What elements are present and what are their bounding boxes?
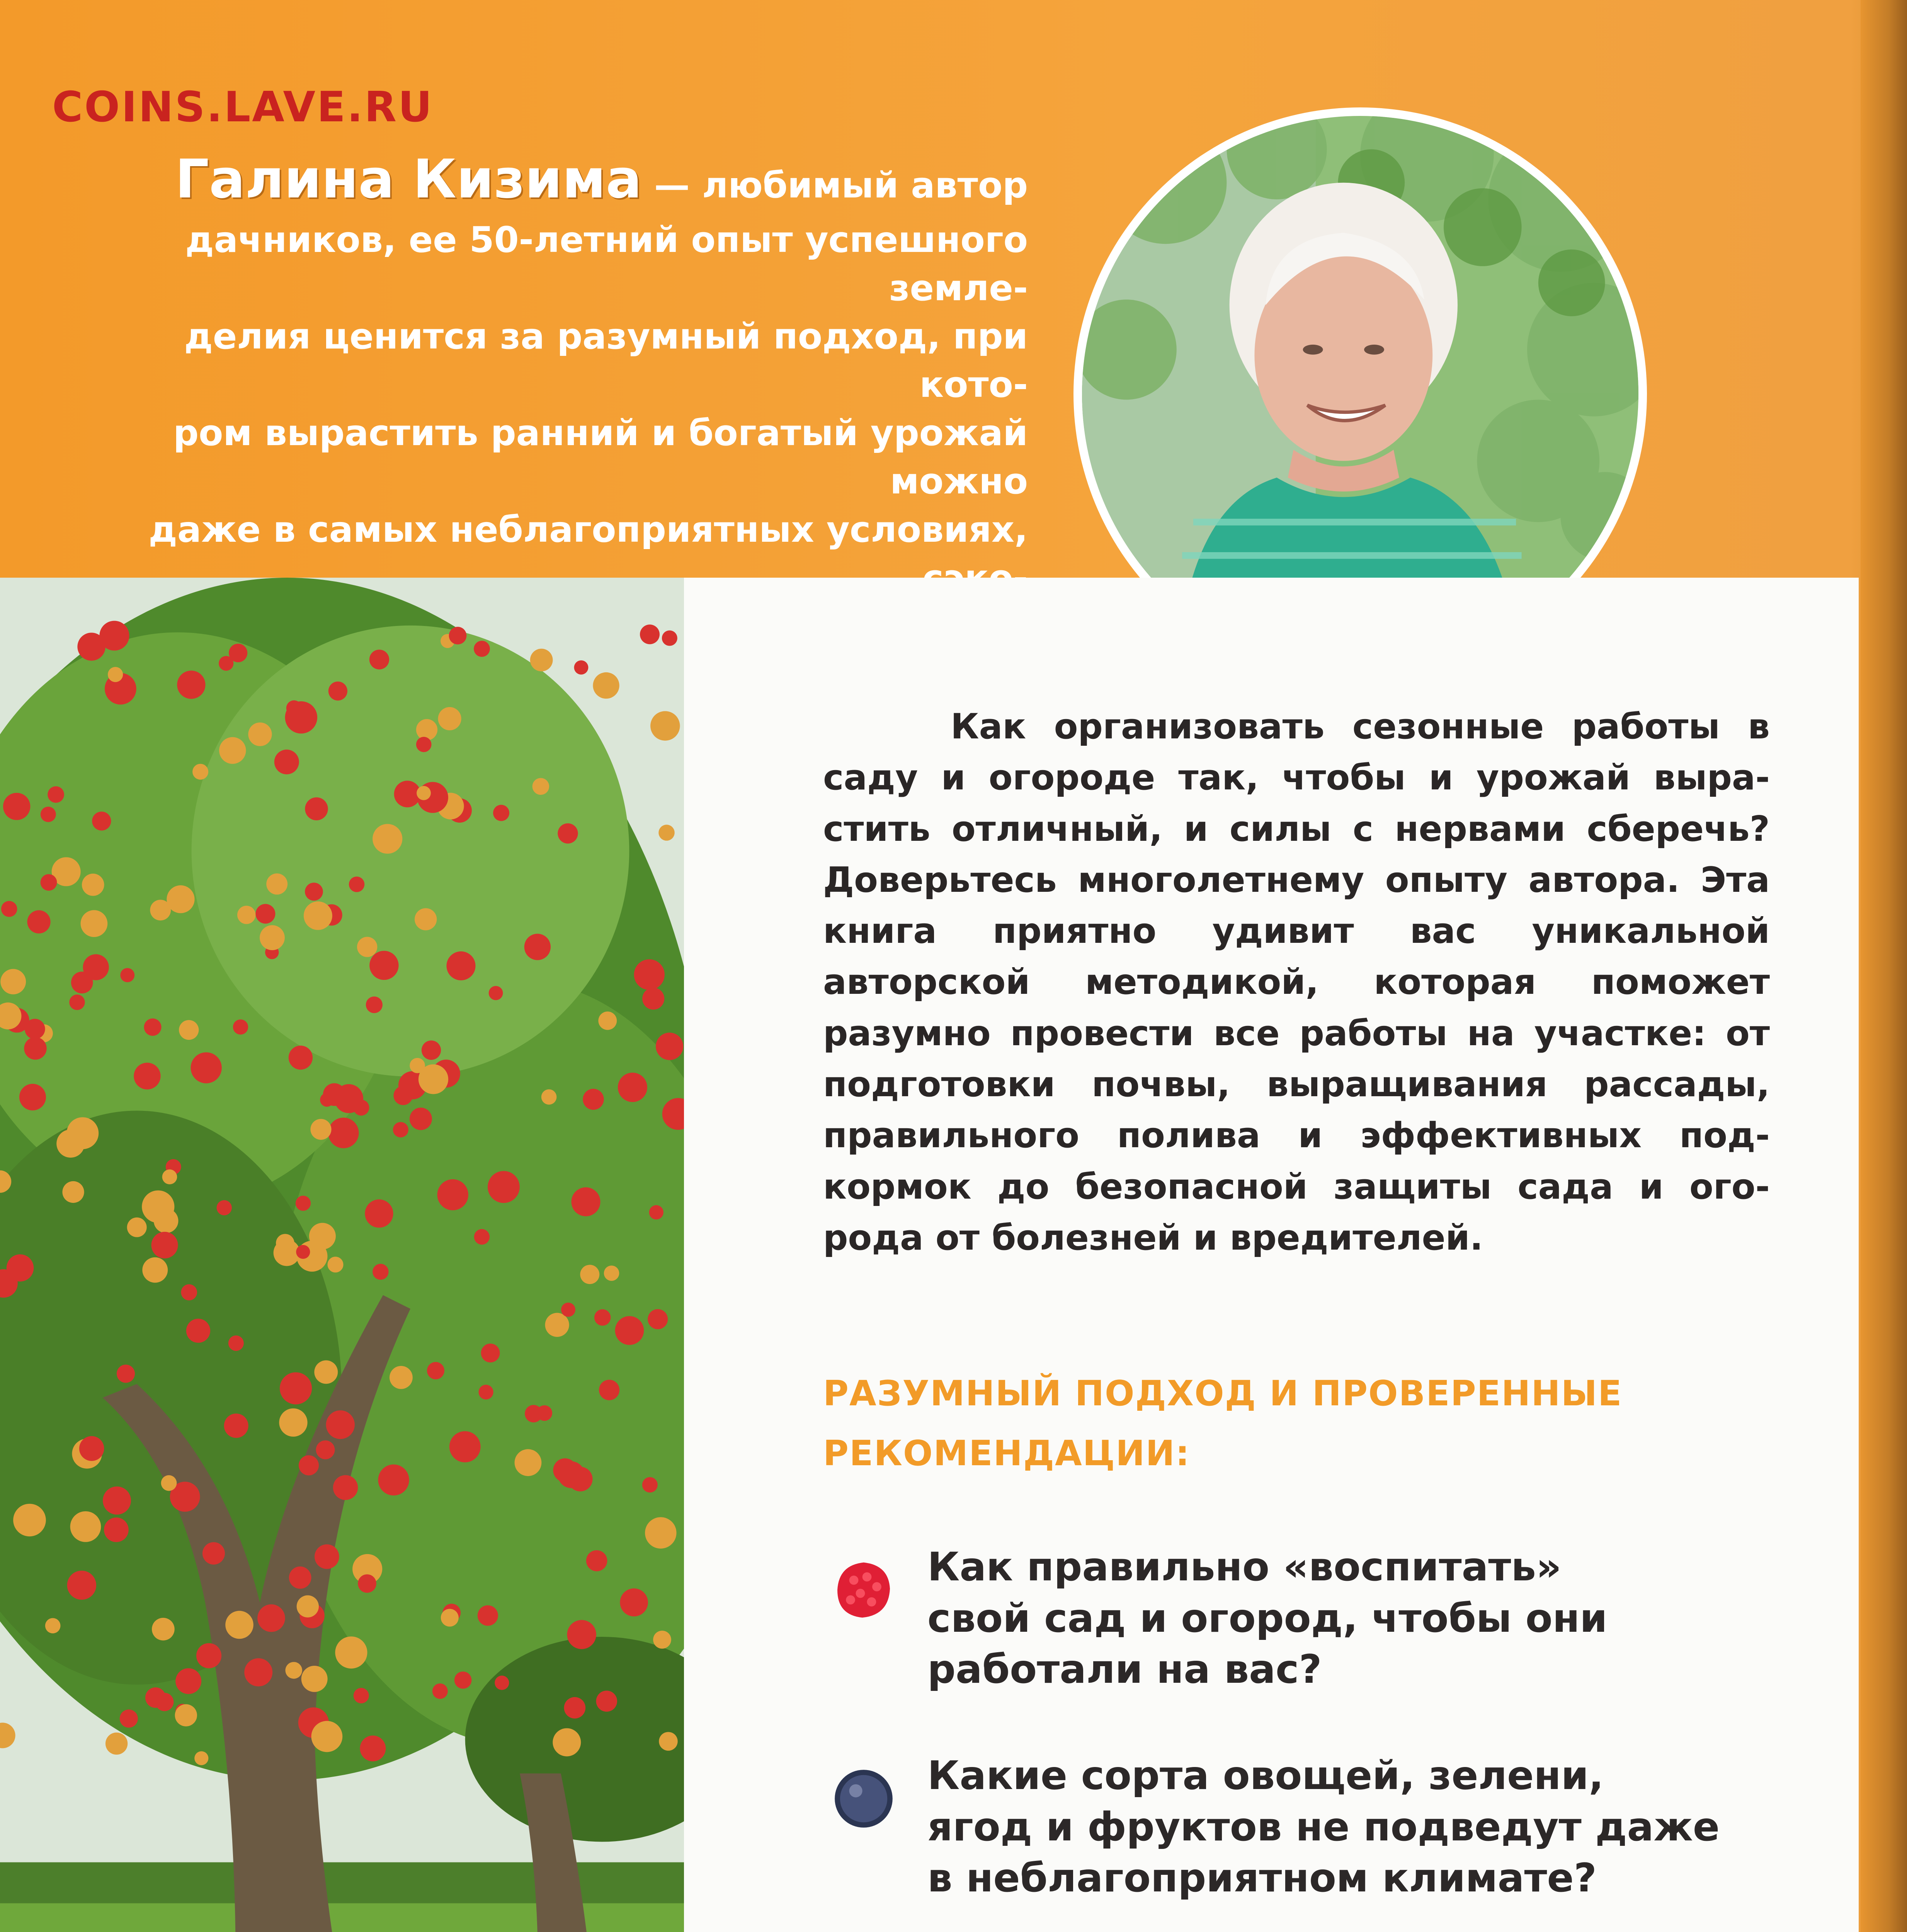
- apple: [167, 885, 194, 913]
- apple: [194, 1751, 208, 1765]
- apple: [417, 786, 431, 800]
- apple: [474, 1229, 490, 1245]
- apple: [56, 1129, 85, 1158]
- apple: [67, 1571, 96, 1600]
- apple: [237, 906, 255, 924]
- apple: [305, 883, 323, 901]
- blueberry-icon: [831, 1766, 897, 1832]
- bullet-line: в неблагоприятном климате?: [927, 1855, 1597, 1901]
- apple: [266, 873, 287, 895]
- apple: [289, 1046, 313, 1070]
- apple: [19, 1084, 46, 1111]
- apple: [224, 1413, 248, 1438]
- book-description: [823, 701, 1770, 1264]
- apple: [151, 1232, 178, 1259]
- apple: [416, 719, 437, 740]
- apple: [418, 1064, 448, 1094]
- apple: [161, 1475, 177, 1491]
- apple: [286, 700, 302, 716]
- apple: [640, 624, 660, 644]
- apple: [648, 1309, 668, 1329]
- blurb-line: ром вырастить ранний и богатый урожай можно: [173, 412, 1028, 502]
- apple: [558, 1461, 585, 1488]
- apple: [192, 764, 208, 780]
- apple: [162, 1169, 177, 1184]
- raspberry-icon: [831, 1557, 897, 1623]
- apple: [642, 988, 664, 1010]
- apple: [175, 1704, 197, 1726]
- apple: [296, 1196, 311, 1211]
- apple: [354, 1688, 369, 1703]
- apple: [594, 1309, 611, 1325]
- apple: [545, 1313, 569, 1337]
- apple: [373, 1264, 388, 1280]
- apple: [83, 954, 109, 980]
- apple: [328, 682, 347, 701]
- blurb-line: делия ценится за разумный подход, при кото-: [184, 315, 1028, 405]
- apple: [257, 1604, 285, 1632]
- apple: [280, 1372, 312, 1404]
- apple: [349, 876, 364, 892]
- apple: [489, 986, 503, 1000]
- apple: [144, 1019, 162, 1036]
- apple: [659, 1732, 677, 1750]
- apple: [45, 1618, 61, 1634]
- apple: [82, 874, 104, 896]
- apple: [650, 711, 680, 740]
- apple: [117, 1365, 135, 1383]
- apple: [532, 778, 549, 795]
- apple: [478, 1605, 498, 1626]
- apple: [13, 1504, 46, 1537]
- apple: [103, 1486, 131, 1515]
- apple: [596, 1690, 618, 1711]
- apple: [571, 1187, 600, 1216]
- apple: [327, 1257, 343, 1272]
- apple-orchard-photo: [0, 578, 684, 1932]
- bullet-line: ягод и фруктов не подведут даже: [927, 1804, 1720, 1850]
- apple: [81, 910, 108, 937]
- apple: [186, 1319, 210, 1343]
- section-heading: [823, 1364, 1750, 1484]
- apple: [309, 1223, 336, 1250]
- apple: [427, 1362, 444, 1379]
- apple: [297, 1595, 319, 1617]
- apple: [437, 1179, 468, 1210]
- apple: [493, 805, 509, 821]
- apple: [233, 1019, 248, 1034]
- apple: [335, 1636, 367, 1668]
- apple: [217, 1200, 232, 1215]
- apple: [24, 1037, 46, 1060]
- apple: [488, 1171, 520, 1203]
- apple: [120, 1709, 138, 1728]
- apple: [279, 1408, 307, 1437]
- apple: [179, 1020, 199, 1040]
- book-spine-edge: [1861, 0, 1907, 1932]
- apple: [69, 995, 85, 1010]
- apple: [618, 1073, 647, 1102]
- apple: [373, 824, 402, 854]
- apple: [285, 1662, 302, 1679]
- apple: [175, 1668, 201, 1694]
- apple: [586, 1550, 607, 1571]
- apple: [3, 793, 30, 820]
- apple: [653, 1631, 671, 1649]
- apple: [142, 1190, 174, 1223]
- apple: [358, 1574, 376, 1593]
- apple: [530, 649, 553, 672]
- apple: [0, 969, 26, 995]
- apple: [225, 1611, 253, 1639]
- apple: [27, 910, 50, 934]
- apple: [449, 627, 467, 645]
- apple: [593, 672, 619, 699]
- apple: [248, 723, 272, 746]
- apple: [449, 1431, 481, 1463]
- apple: [561, 1303, 575, 1317]
- apple: [604, 1265, 619, 1281]
- apple: [333, 1475, 358, 1500]
- apple: [366, 997, 383, 1013]
- author-name: Галина Кизима: [175, 148, 642, 210]
- apple: [390, 1366, 413, 1389]
- description-line: правильного полива и эффективных под-: [823, 1115, 1770, 1156]
- apple: [328, 1117, 359, 1148]
- apple: [274, 750, 299, 774]
- apple: [645, 1517, 676, 1548]
- apple: [541, 1089, 557, 1105]
- apple: [41, 874, 57, 891]
- description-line: стить отличный, и силы с нервами сберечь?: [823, 808, 1770, 849]
- apple: [515, 1449, 542, 1476]
- apple: [127, 1218, 147, 1237]
- apple: [583, 1089, 604, 1110]
- apple: [432, 1684, 448, 1699]
- apple: [615, 1316, 644, 1345]
- apple: [326, 1410, 355, 1439]
- apple: [145, 1687, 166, 1708]
- bullet-line: Какие сорта овощей, зелени,: [927, 1753, 1604, 1799]
- description-line: разумно провести все работы на участке:: [823, 1013, 1706, 1054]
- apple: [104, 1517, 129, 1542]
- apple: [296, 1245, 310, 1259]
- apple: [365, 1199, 393, 1228]
- apple: [244, 1658, 272, 1687]
- apple: [62, 1181, 84, 1203]
- apple: [574, 660, 589, 675]
- apple: [301, 1666, 328, 1692]
- heading-line: РЕКОМЕНДАЦИИ:: [823, 1433, 1190, 1474]
- apple: [393, 1122, 408, 1138]
- description-line: рода от болезней и вредителей.: [823, 1217, 1483, 1258]
- apple: [369, 951, 398, 980]
- apple: [553, 1728, 581, 1757]
- apple: [305, 798, 328, 820]
- description-line: саду и огороде так, чтобы и урожай выра-: [823, 757, 1770, 798]
- description-line: Как организовать сезонные работы в: [951, 706, 1770, 747]
- apple: [415, 908, 437, 930]
- apple: [378, 1464, 409, 1495]
- apple: [219, 737, 246, 764]
- blurb-line: — любимый автор: [654, 165, 1028, 206]
- apple: [454, 1672, 472, 1689]
- apple: [658, 825, 674, 840]
- apple: [634, 959, 665, 990]
- apple: [260, 925, 285, 950]
- apple: [649, 1205, 663, 1219]
- apple: [438, 707, 461, 730]
- apple: [196, 1643, 221, 1668]
- apple: [315, 1544, 339, 1569]
- apple: [202, 1542, 225, 1565]
- apple: [77, 633, 105, 661]
- apple: [478, 1385, 493, 1400]
- apple: [598, 1012, 617, 1030]
- apple: [441, 1609, 459, 1627]
- apple: [642, 1477, 658, 1493]
- apple: [134, 1063, 160, 1089]
- apple: [299, 1455, 319, 1475]
- description-line: авторской методикой, которая поможет: [823, 962, 1770, 1003]
- apple: [120, 968, 134, 982]
- apple: [316, 1440, 335, 1459]
- apple: [656, 1032, 683, 1060]
- apple: [228, 1335, 244, 1351]
- apple: [357, 937, 377, 957]
- apple: [276, 1234, 294, 1252]
- apple: [323, 1083, 346, 1106]
- apple: [558, 823, 578, 844]
- bullet-line: работали на вас?: [927, 1646, 1322, 1693]
- apple: [524, 934, 551, 960]
- heading-line: РАЗУМНЫЙ ПОДХОД И ПРОВЕРЕННЫЕ: [823, 1373, 1623, 1414]
- apple: [1, 901, 17, 917]
- apple: [229, 644, 247, 662]
- apple: [177, 671, 205, 699]
- description-line: Доверьтесь многолетнему опыту автора. Эта: [823, 859, 1770, 900]
- apple: [620, 1588, 648, 1617]
- blurb-line: даже в самых неблагоприятных условиях,: [148, 509, 1028, 551]
- bullet-text: [927, 1750, 1778, 1904]
- description-line: кормок до безопасной защиты сада и ого-: [823, 1166, 1770, 1207]
- apple: [410, 1108, 432, 1130]
- author-blurb: [89, 143, 1028, 651]
- apple: [181, 1284, 197, 1301]
- apple: [41, 807, 56, 822]
- apple: [150, 900, 171, 920]
- apple: [599, 1380, 619, 1400]
- apple: [142, 1257, 168, 1283]
- description-line: от подготовки почвы, выращивания рассады,: [823, 1013, 1770, 1105]
- apple: [108, 667, 123, 682]
- description-line: книга приятно удивит вас уникальной: [823, 911, 1770, 952]
- bullet-item: [823, 1542, 1789, 1719]
- apple: [304, 901, 332, 930]
- apple: [152, 1618, 175, 1641]
- apple: [310, 1119, 331, 1140]
- apple: [416, 737, 432, 752]
- apple: [289, 1566, 311, 1589]
- apple: [191, 1052, 221, 1083]
- apple: [255, 904, 275, 923]
- apple: [314, 1361, 338, 1384]
- apple: [495, 1675, 509, 1690]
- apple: [79, 1436, 104, 1461]
- apple: [564, 1697, 586, 1719]
- bullet-text: [927, 1542, 1778, 1696]
- apple: [537, 1405, 552, 1421]
- apple: [567, 1620, 596, 1649]
- apple: [580, 1265, 599, 1284]
- apple: [360, 1736, 386, 1762]
- apple: [422, 1041, 441, 1060]
- watermark: COINS.LAVE.RU: [52, 83, 434, 131]
- apple: [481, 1344, 500, 1362]
- apple: [48, 786, 64, 803]
- blurb-line: дачников, ее 50-летний опыт успешного земле-: [185, 219, 1028, 309]
- bullet-line: Как правильно «воспитать»: [927, 1544, 1562, 1590]
- apple: [446, 951, 475, 980]
- apple: [474, 641, 490, 657]
- apple: [662, 631, 677, 646]
- apple: [369, 650, 389, 669]
- apple: [105, 1733, 128, 1755]
- bullet-line: свой сад и огород, чтобы они: [927, 1595, 1608, 1641]
- apple: [92, 811, 111, 830]
- apple: [70, 1511, 101, 1542]
- apple: [311, 1721, 343, 1752]
- bullet-item: [823, 1750, 1789, 1928]
